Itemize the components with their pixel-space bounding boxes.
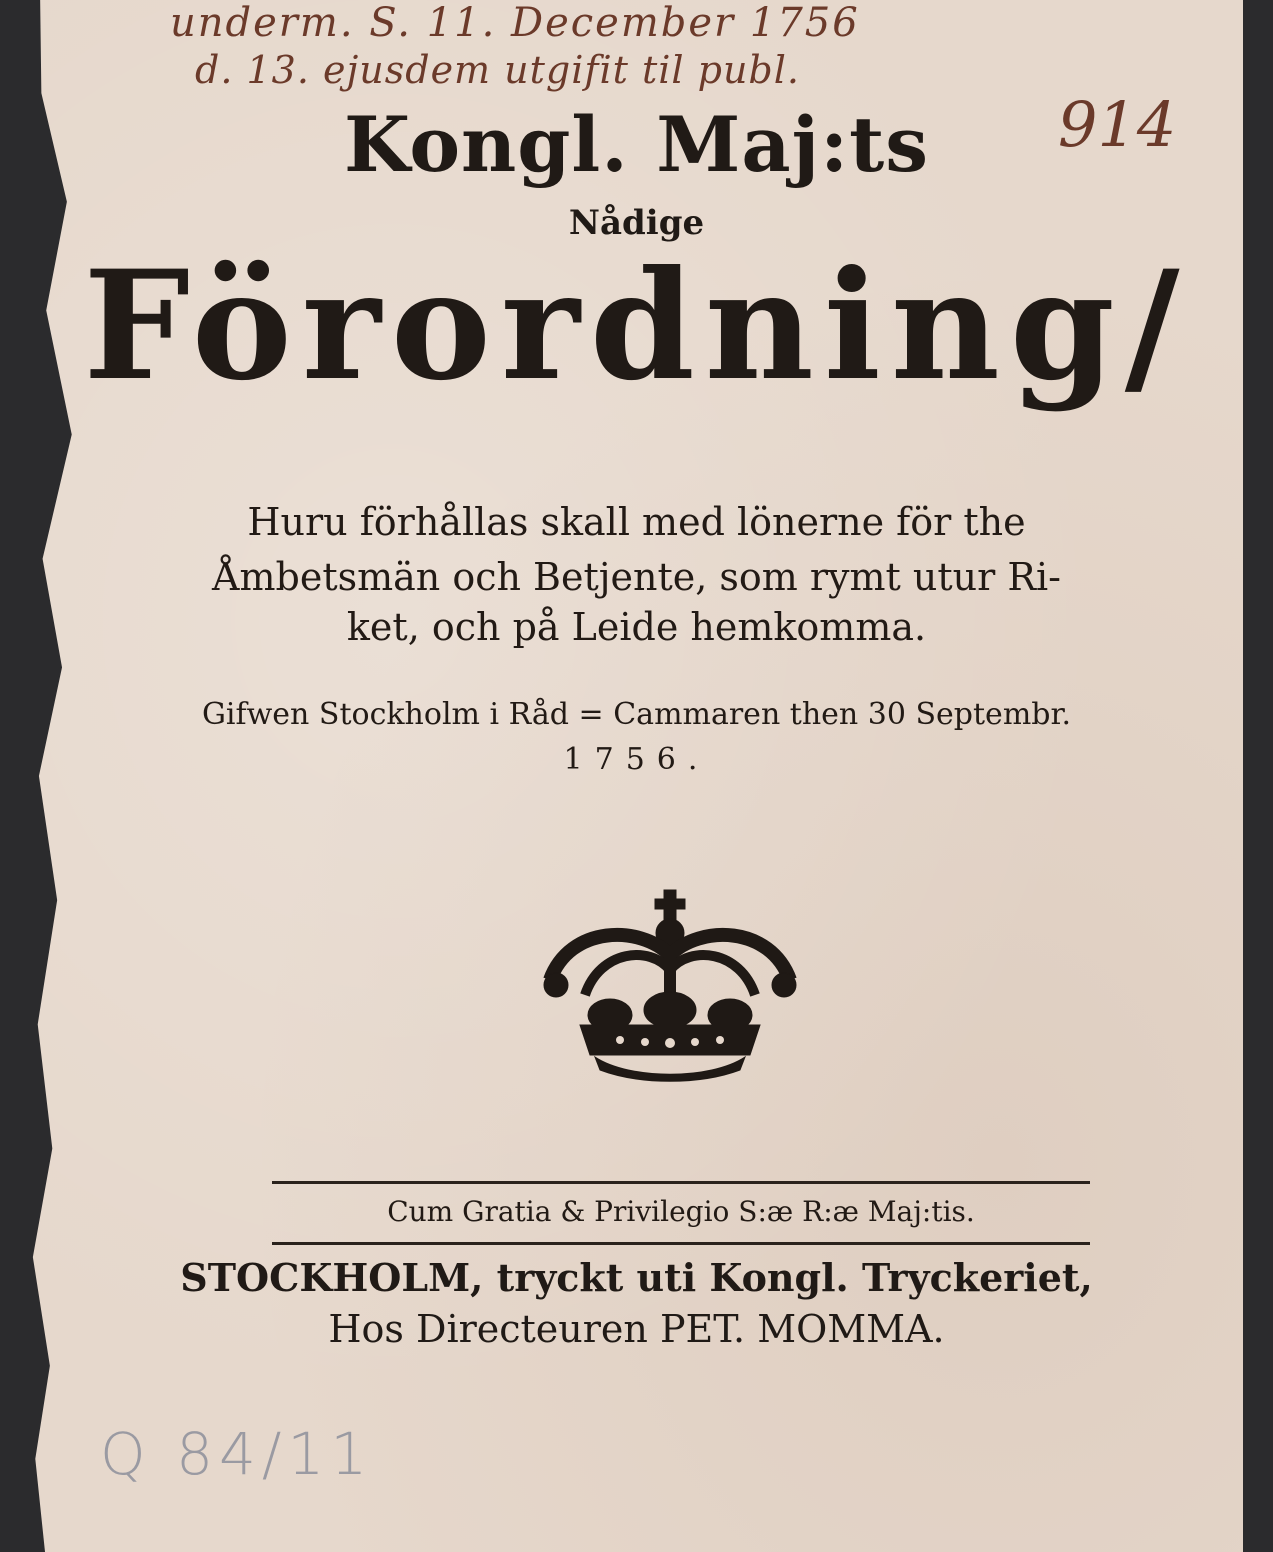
imprint-line-2: Hos Directeuren PET. MOMMA.: [328, 1307, 945, 1351]
title-main: Förordning/: [83, 238, 1190, 414]
bottom-divider: [272, 1242, 1090, 1245]
subtitle-line-2: Åmbetsmän och Betjente, som rymt utur Ri-: [212, 555, 1061, 599]
top-divider: [272, 1181, 1090, 1184]
handwritten-note-line-2: d. 13. ejusdem utgifit til publ.: [195, 48, 800, 92]
privilege-line: Cum Gratia & Privilegio S:æ R:æ Maj:tis.: [387, 1195, 975, 1228]
handwritten-number: 914: [1058, 88, 1177, 161]
title-line-2: Nådige: [568, 203, 705, 243]
pencil-shelfmark: Q 84/11: [100, 1420, 374, 1488]
handwritten-note-line-1: underm. S. 11. December 1756: [170, 0, 860, 46]
subtitle-line-3: ket, och på Leide hemkomma.: [346, 605, 927, 649]
imprint-line-1: STOCKHOLM, tryckt uti Kongl. Tryckeriet,: [180, 1255, 1093, 1300]
subtitle-line-1: Huru förhållas skall med lönerne för the: [247, 500, 1026, 544]
crown-emblem-icon: [540, 885, 800, 1085]
given-year: 1756.: [563, 742, 710, 777]
title-line-1: Kongl. Maj:ts: [343, 100, 930, 189]
given-line: Gifwen Stockholm i Råd = Cammaren then 30 Septembr.: [201, 697, 1072, 732]
